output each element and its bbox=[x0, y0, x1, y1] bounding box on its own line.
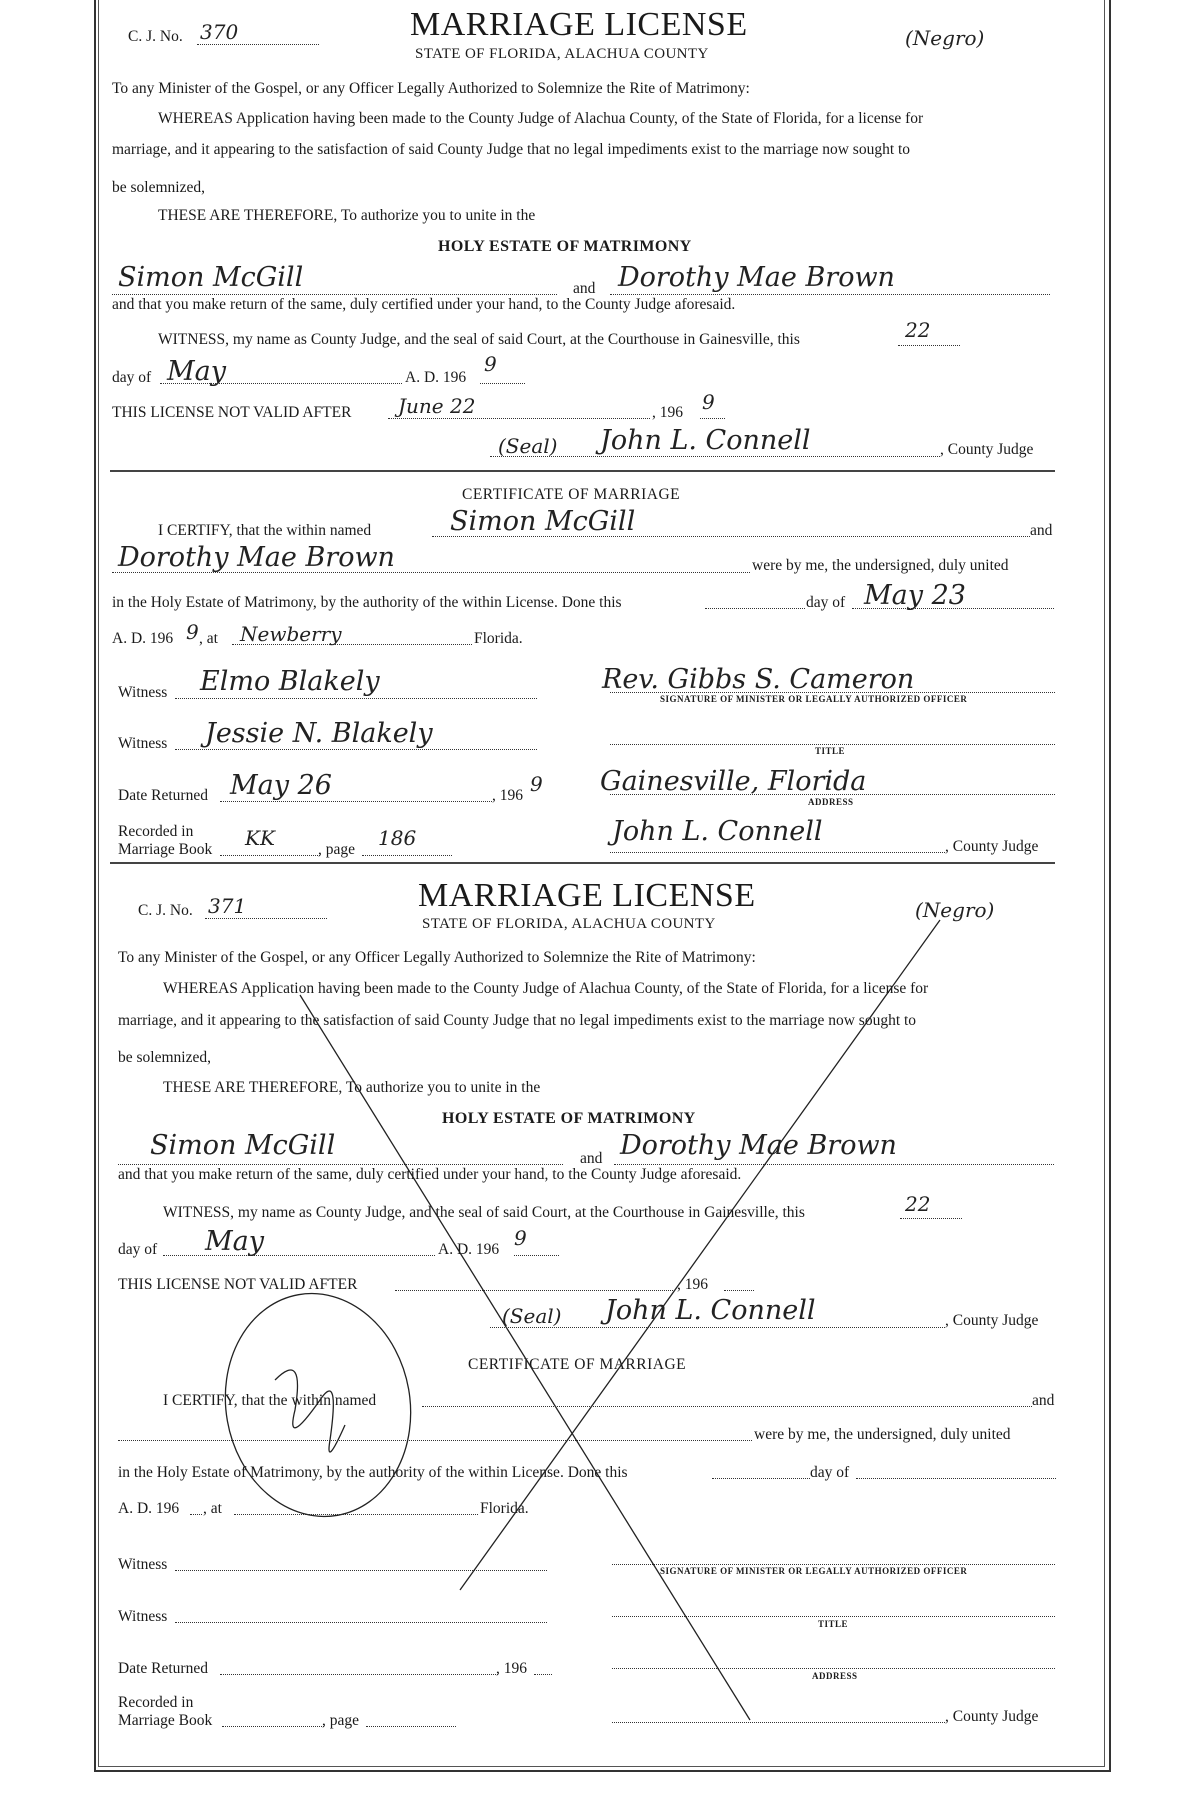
whereas-3: be solemnized, bbox=[112, 179, 205, 196]
date-returned-label-2: Date Returned bbox=[118, 1660, 208, 1677]
cert-florida: Florida. bbox=[474, 630, 523, 647]
recorded-in: Recorded in bbox=[118, 823, 194, 840]
void-diagonal-line bbox=[460, 920, 940, 1590]
cert-ad: A. D. 196 bbox=[112, 630, 174, 647]
holy-estate-2: HOLY ESTATE OF MATRIMONY bbox=[442, 1110, 696, 1127]
page-label-2: , page bbox=[322, 1712, 360, 1729]
witness-2-label: Witness bbox=[118, 735, 168, 752]
license-subtitle-2: STATE OF FLORIDA, ALACHUA COUNTY bbox=[422, 916, 716, 932]
marriage-book: Marriage Book bbox=[118, 841, 213, 858]
certificate-title-2: CERTIFICATE OF MARRIAGE bbox=[468, 1356, 687, 1373]
bride-name: Dorothy Mae Brown bbox=[618, 262, 895, 293]
cert-date: May 23 bbox=[864, 580, 966, 611]
date-returned-digit: 9 bbox=[530, 772, 543, 796]
groom-name-2: Simon McGill bbox=[150, 1130, 336, 1161]
cert-day-of: day of bbox=[806, 594, 846, 611]
witness-day-2: 22 bbox=[905, 1192, 931, 1216]
cert-groom: Simon McGill bbox=[450, 506, 636, 537]
address-caption: ADDRESS bbox=[808, 797, 854, 807]
month-2: May bbox=[205, 1226, 264, 1257]
certificate-title: CERTIFICATE OF MARRIAGE bbox=[462, 486, 681, 503]
cert-day-of-2: day of bbox=[810, 1464, 850, 1481]
date-returned-196-2: , 196 bbox=[496, 1660, 527, 1677]
marriage-book-2: Marriage Book bbox=[118, 1712, 213, 1729]
return-line-2: and that you make return of the same, duly certified under your hand, to the County Judge aforesaid. bbox=[118, 1166, 742, 1183]
minister-signature: Rev. Gibbs S. Cameron bbox=[602, 664, 915, 695]
date-returned-label: Date Returned bbox=[118, 787, 208, 804]
whereas-3-2: be solemnized, bbox=[118, 1049, 211, 1066]
witness-day: 22 bbox=[905, 318, 931, 342]
void-scribble bbox=[275, 1370, 345, 1452]
license-subtitle: STATE OF FLORIDA, ALACHUA COUNTY bbox=[415, 46, 709, 62]
bride-name-2: Dorothy Mae Brown bbox=[620, 1130, 897, 1161]
page-label: , page bbox=[318, 841, 356, 858]
ad-year: A. D. 196 bbox=[405, 369, 467, 386]
whereas-1: WHEREAS Application having been made to the County Judge of Alachua County, of the State of Florida, for a license for bbox=[158, 110, 924, 127]
license-title-2: MARRIAGE LICENSE bbox=[418, 877, 756, 914]
address-caption-2: ADDRESS bbox=[812, 1671, 858, 1681]
title-caption: TITLE bbox=[815, 746, 846, 756]
day-of: day of bbox=[112, 369, 152, 386]
comma-196: , 196 bbox=[652, 404, 683, 421]
witness-1: Elmo Blakely bbox=[200, 666, 380, 697]
address-line: To any Minister of the Gospel, or any Officer Legally Authorized to Solemnize the Rite of Matrimony: bbox=[112, 80, 750, 97]
witness-line: WITNESS, my name as County Judge, and the seal of said Court, at the Courthouse in Gainesville, this bbox=[158, 331, 800, 348]
race-note-2: (Negro) bbox=[915, 898, 995, 922]
certify-line-2: I CERTIFY, that the within named bbox=[163, 1392, 377, 1409]
void-circle bbox=[208, 1279, 428, 1532]
cert-and-2: and bbox=[1032, 1392, 1055, 1409]
united-line: were by me, the undersigned, duly united bbox=[752, 557, 1009, 574]
seal-mark: (Seal) bbox=[498, 434, 558, 458]
and-word: and bbox=[573, 280, 596, 297]
recorded-in-2: Recorded in bbox=[118, 1694, 194, 1711]
holy-line-2: in the Holy Estate of Matrimony, by the authority of the within License. Done this bbox=[118, 1464, 628, 1481]
cj-number-2: 371 bbox=[208, 894, 247, 918]
month: May bbox=[167, 356, 226, 387]
address-line-2: To any Minister of the Gospel, or any Officer Legally Authorized to Solemnize the Rite of Matrimony: bbox=[118, 949, 756, 966]
license-title: MARRIAGE LICENSE bbox=[410, 6, 748, 43]
not-valid-date: June 22 bbox=[398, 394, 476, 418]
cert-county-judge: , County Judge bbox=[945, 838, 1039, 855]
and-word-2: and bbox=[580, 1150, 603, 1167]
ad-year-2: A. D. 196 bbox=[438, 1241, 500, 1258]
date-returned: May 26 bbox=[230, 770, 332, 801]
cert-and: and bbox=[1030, 522, 1053, 539]
year-digit: 9 bbox=[484, 352, 497, 376]
county-judge: , County Judge bbox=[940, 441, 1034, 458]
holy-estate: HOLY ESTATE OF MATRIMONY bbox=[438, 238, 692, 255]
cj-label-2: C. J. No. bbox=[138, 902, 193, 919]
whereas-2: marriage, and it appearing to the satisfaction of said County Judge that no legal impediments exist to the marriage now sought to bbox=[112, 141, 911, 158]
cert-county-judge-2: , County Judge bbox=[945, 1708, 1039, 1725]
cert-ad-2: A. D. 196 bbox=[118, 1500, 180, 1517]
page-value: 186 bbox=[378, 826, 417, 850]
not-valid-after-2: THIS LICENSE NOT VALID AFTER bbox=[118, 1276, 358, 1293]
county-judge-2: , County Judge bbox=[945, 1312, 1039, 1329]
comma-196-2: , 196 bbox=[677, 1276, 708, 1293]
title-caption-2: TITLE bbox=[818, 1619, 849, 1629]
witness-2-label-2: Witness bbox=[118, 1608, 168, 1625]
void-cross-line bbox=[300, 995, 750, 1720]
sig-caption: SIGNATURE OF MINISTER OR LEGALLY AUTHORIZED OFFICER bbox=[660, 694, 968, 704]
witness-2: Jessie N. Blakely bbox=[205, 718, 433, 749]
holy-line: in the Holy Estate of Matrimony, by the authority of the within License. Done this bbox=[112, 594, 622, 611]
race-note: (Negro) bbox=[905, 26, 985, 50]
witness-1-label: Witness bbox=[118, 684, 168, 701]
day-of-2: day of bbox=[118, 1241, 158, 1258]
year-digit-2: 9 bbox=[702, 390, 715, 414]
whereas-1-2: WHEREAS Application having been made to the County Judge of Alachua County, of the State of Florida, for a license for bbox=[163, 980, 929, 997]
groom-name: Simon McGill bbox=[118, 262, 304, 293]
address-written: Gainesville, Florida bbox=[600, 766, 867, 797]
cert-florida-2: Florida. bbox=[480, 1500, 529, 1517]
cj-number: 370 bbox=[200, 20, 239, 44]
sig-caption-2: SIGNATURE OF MINISTER OR LEGALLY AUTHORIZED OFFICER bbox=[660, 1566, 968, 1576]
return-line: and that you make return of the same, duly certified under your hand, to the County Judge aforesaid. bbox=[112, 296, 736, 313]
cert-at-2: , at bbox=[203, 1500, 222, 1517]
not-valid-after: THIS LICENSE NOT VALID AFTER bbox=[112, 404, 352, 421]
certify-line: I CERTIFY, that the within named bbox=[158, 522, 372, 539]
cert-year-digit: 9 bbox=[186, 620, 199, 644]
therefore-line-2: THESE ARE THEREFORE, To authorize you to unite in the bbox=[163, 1079, 541, 1096]
therefore-line: THESE ARE THEREFORE, To authorize you to unite in the bbox=[158, 207, 536, 224]
book-value: KK bbox=[245, 826, 275, 850]
witness-line-2: WITNESS, my name as County Judge, and the seal of said Court, at the Courthouse in Gainesville, this bbox=[163, 1204, 805, 1221]
whereas-2-2: marriage, and it appearing to the satisfaction of said County Judge that no legal impediments exist to the marriage now sought to bbox=[118, 1012, 917, 1029]
judge-signature: John L. Connell bbox=[600, 425, 811, 456]
united-line-2: were by me, the undersigned, duly united bbox=[754, 1426, 1011, 1443]
cj-label: C. J. No. bbox=[128, 28, 183, 45]
cert-place: Newberry bbox=[240, 622, 342, 646]
cert-judge-signature: John L. Connell bbox=[612, 816, 823, 847]
judge-signature-2: John L. Connell bbox=[605, 1295, 816, 1326]
cert-bride: Dorothy Mae Brown bbox=[118, 542, 395, 573]
date-returned-196: , 196 bbox=[492, 787, 523, 804]
year-digit-2b: 9 bbox=[514, 1226, 527, 1250]
witness-1-label-2: Witness bbox=[118, 1556, 168, 1573]
cert-at: , at bbox=[199, 630, 218, 647]
seal-mark-2: (Seal) bbox=[502, 1304, 562, 1328]
